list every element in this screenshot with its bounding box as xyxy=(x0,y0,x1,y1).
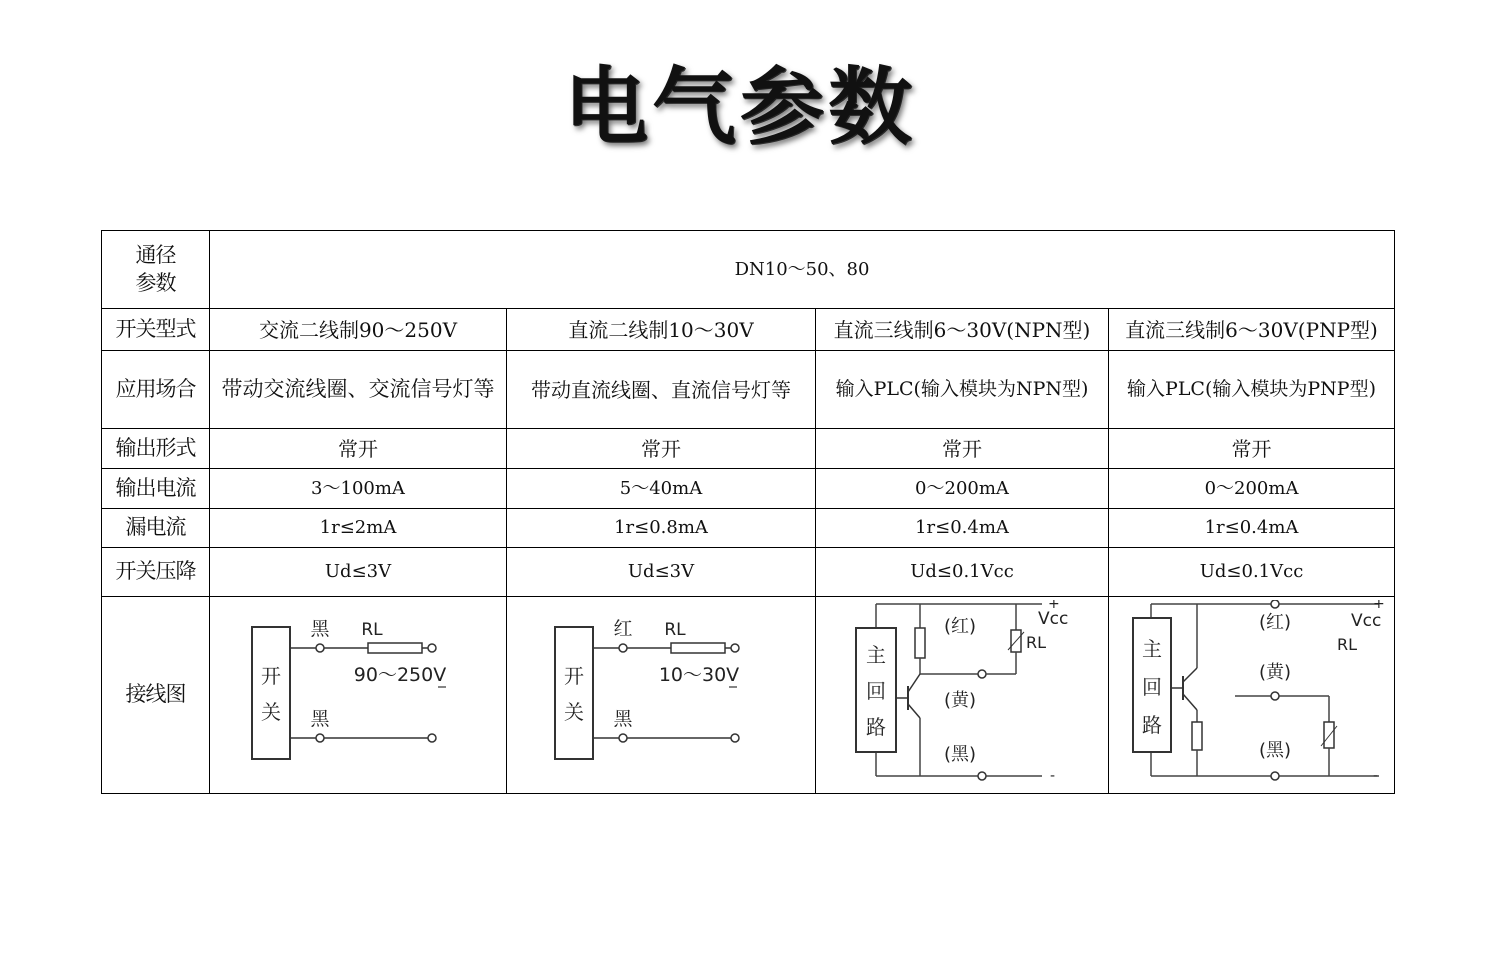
main-box-char3: 路 xyxy=(866,715,886,739)
black-terminal xyxy=(978,772,986,780)
wiring-diagram-pnp xyxy=(1117,600,1387,790)
terminal-bottom-left xyxy=(316,734,324,742)
switch-type-npn: 直流三线制6～30V(NPN型) xyxy=(816,309,1109,351)
minus-sign: - xyxy=(1372,768,1378,784)
plus-sign: + xyxy=(1372,600,1385,612)
row-label-voltage-drop: 开关压降 xyxy=(102,548,210,597)
table-row-leakage xyxy=(102,509,1395,548)
table-row-output-current xyxy=(102,469,1395,509)
switch-box xyxy=(252,627,290,759)
voltage-drop-dc2: Ud≤3V xyxy=(507,548,816,597)
main-box-char2: 回 xyxy=(1141,675,1162,699)
table-row-voltage-drop xyxy=(102,548,1395,597)
page-title: 电气参数 xyxy=(563,58,916,156)
switch-box-bottom-text: 关 xyxy=(261,700,281,724)
application-ac2: 带动交流线圈、交流信号灯等 xyxy=(210,351,507,429)
transistor-emitter xyxy=(908,704,920,718)
row-label-application: 应用场合 xyxy=(102,351,210,429)
wiring-diagram-npn xyxy=(842,600,1082,790)
load-resistor xyxy=(1324,722,1334,748)
output-current-ac2: 3～100mA xyxy=(210,469,507,509)
switch-box xyxy=(555,627,593,759)
leakage-pnp: 1r≤0.4mA xyxy=(1109,509,1395,548)
output-form-dc2: 常开 xyxy=(507,429,816,469)
row-label-diameter-line2: 参数 xyxy=(135,270,176,295)
wiring-dc2-cell xyxy=(507,597,816,794)
wire-top-color: 黑 xyxy=(310,618,330,640)
black-wire-label: (黑) xyxy=(943,744,977,765)
wire-bottom-color: 黑 xyxy=(310,708,330,730)
leakage-npn: 1r≤0.4mA xyxy=(816,509,1109,548)
pulldown-resistor xyxy=(1192,722,1202,750)
yellow-terminal xyxy=(1271,692,1279,700)
load-label: RL xyxy=(1026,633,1047,652)
switch-type-dc2: 直流二线制10～30V xyxy=(507,309,816,351)
terminal-bottom-left xyxy=(619,734,627,742)
load-label: RL xyxy=(361,620,383,640)
row-label-diameter xyxy=(102,231,210,309)
switch-type-ac2: 交流二线制90～250V xyxy=(210,309,507,351)
output-form-pnp: 常开 xyxy=(1109,429,1395,469)
red-wire-label: (红) xyxy=(943,616,977,637)
row-label-wiring: 接线图 xyxy=(102,597,210,794)
diameter-value: DN10～50、80 xyxy=(210,231,1395,309)
table-row-application xyxy=(102,351,1395,429)
voltage-label: 10～30V xyxy=(658,664,740,686)
load-resistor xyxy=(368,643,422,653)
table-row-diameter xyxy=(102,231,1395,309)
table-row-wiring xyxy=(102,597,1395,794)
terminal-bottom-right xyxy=(428,734,436,742)
plus-sign: + xyxy=(1048,600,1060,612)
main-box-char2: 回 xyxy=(866,679,886,703)
switch-box-bottom-text: 关 xyxy=(564,700,584,724)
red-wire-label: (红) xyxy=(1258,612,1291,633)
output-form-ac2: 常开 xyxy=(210,429,507,469)
application-dc2: 带动直流线圈、直流信号灯等 xyxy=(507,351,816,429)
switch-box-top-text: 开 xyxy=(564,664,584,688)
row-label-output-form: 输出形式 xyxy=(102,429,210,469)
output-current-dc2: 5～40mA xyxy=(507,469,816,509)
wiring-ac2-cell xyxy=(210,597,507,794)
terminal-bottom-right xyxy=(731,734,739,742)
table-row-output-form xyxy=(102,429,1395,469)
row-label-switch-type: 开关型式 xyxy=(102,309,210,351)
yellow-wire-label: (黄) xyxy=(1258,662,1291,683)
switch-type-pnp: 直流三线制6～30V(PNP型) xyxy=(1109,309,1395,351)
wiring-npn-cell xyxy=(816,597,1109,794)
load-label: RL xyxy=(1336,635,1357,654)
wire-bottom-color: 黑 xyxy=(613,708,633,730)
output-current-pnp: 0～200mA xyxy=(1109,469,1395,509)
load-resistor xyxy=(671,643,725,653)
yellow-wire-label: (黄) xyxy=(943,690,977,711)
voltage-drop-npn: Ud≤0.1Vcc xyxy=(816,548,1109,597)
transistor-collector xyxy=(1183,694,1197,710)
electrical-parameters-table xyxy=(101,230,1395,794)
terminal-top-right xyxy=(731,644,739,652)
row-label-output-current: 输出电流 xyxy=(102,469,210,509)
vcc-label: Vcc xyxy=(1038,609,1069,629)
vcc-label: Vcc xyxy=(1350,611,1381,631)
transistor-collector xyxy=(908,674,920,692)
voltage-drop-pnp: Ud≤0.1Vcc xyxy=(1109,548,1395,597)
terminal-top-right xyxy=(428,644,436,652)
wiring-pnp-cell xyxy=(1109,597,1395,794)
voltage-label: 90～250V xyxy=(353,664,447,686)
wire-top-color: 红 xyxy=(613,618,633,640)
transistor-emitter xyxy=(1183,668,1197,682)
terminal-top-left xyxy=(619,644,627,652)
application-pnp: 输入PLC(输入模块为PNP型) xyxy=(1109,351,1395,429)
application-npn: 输入PLC(输入模块为NPN型) xyxy=(816,351,1109,429)
yellow-terminal xyxy=(978,670,986,678)
wiring-diagram-ac2 xyxy=(238,605,478,785)
leakage-dc2: 1r≤0.8mA xyxy=(507,509,816,548)
wiring-diagram-dc2 xyxy=(541,605,781,785)
black-terminal xyxy=(1271,772,1279,780)
leakage-ac2: 1r≤2mA xyxy=(210,509,507,548)
main-box-char3: 路 xyxy=(1141,713,1162,737)
main-box-char1: 主 xyxy=(866,643,886,667)
black-wire-label: (黑) xyxy=(1258,740,1291,761)
terminal-top-left xyxy=(316,644,324,652)
red-terminal xyxy=(1271,600,1279,608)
pullup-resistor xyxy=(915,628,925,658)
minus-sign: - xyxy=(1050,768,1056,784)
main-box-char1: 主 xyxy=(1141,637,1162,661)
row-label-diameter-line1: 通径 xyxy=(135,243,176,268)
table-row-switch-type xyxy=(102,309,1395,351)
row-label-leakage: 漏电流 xyxy=(102,509,210,548)
output-form-npn: 常开 xyxy=(816,429,1109,469)
load-label: RL xyxy=(664,620,686,640)
output-current-npn: 0～200mA xyxy=(816,469,1109,509)
switch-box-top-text: 开 xyxy=(261,664,281,688)
voltage-drop-ac2: Ud≤3V xyxy=(210,548,507,597)
